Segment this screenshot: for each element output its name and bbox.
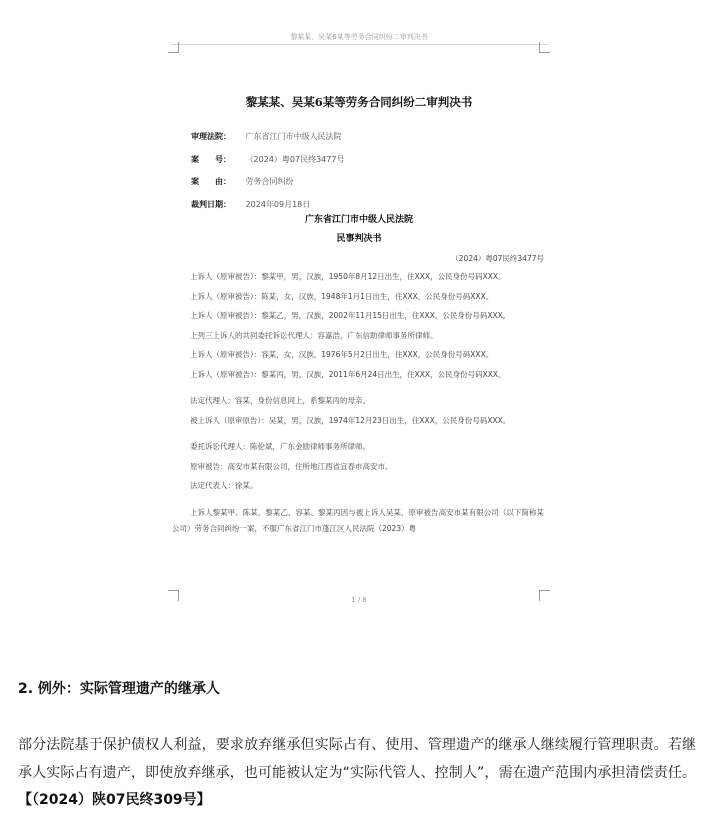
case-summary-paragraph: 上诉人黎某甲、陈某、黎某乙、容某、黎某丙因与被上诉人吴某、原审被告高安市某有限公司（以下简称某公司）劳务合同纠纷一案，不服广东省江门市蓬江区人民法院（2023）粤 [172, 507, 544, 533]
party-paragraph: 上诉人（原审被告）：黎某乙，男，汉族，2002年11月15日出生，住XXX，公民身份号码XXX。 [190, 311, 511, 320]
meta-row-case-number [191, 149, 344, 172]
party-paragraph: 被上诉人（原审原告）：吴某，男，汉族，1974年12月23日出生，住XXX，公民身份号码XXX。 [190, 415, 511, 425]
party-paragraph: 法定代理人：容某，身份信息同上，系黎某丙的母亲。 [190, 396, 370, 405]
party-paragraph: 上诉人（原审被告）：黎某丙，男，汉族，2011年6月24日出生，住XXX，公民身份号码XXX。 [190, 369, 506, 379]
document-body [172, 269, 544, 541]
case-meta [191, 126, 344, 216]
section-heading: 2. 例外：实际管理遗产的继承人 [18, 681, 220, 697]
header-rule [170, 44, 548, 45]
case-number: （2024）粤07民终3477号 [451, 254, 544, 263]
meta-row-cause [191, 171, 344, 194]
meta-label: 审理法院： [191, 132, 231, 141]
party-paragraph: 上列三上诉人的共同委托诉讼代理人：容嘉浩，广东信助律师事务所律师。 [190, 330, 438, 340]
meta-row-court [191, 126, 344, 149]
case-citation: 【（2024）陕07民终309号】 [18, 792, 211, 808]
party-paragraph: 上诉人（原审被告）：容某，女，汉族，1976年5月2日出生，住XXX，公民身份号码XXX。 [190, 350, 494, 359]
party-paragraph: 原审被告：高安市某有限公司，住所地江西省宜春市高安市。 [190, 461, 393, 471]
meta-value: 2024年09月18日 [245, 199, 311, 209]
running-header: 黎某某、吴某6某等劳务合同纠纷二审判决书 [290, 33, 428, 41]
crop-mark-top-right [539, 42, 550, 53]
meta-label: 案 由： [191, 177, 231, 186]
meta-value: 劳务合同纠纷 [245, 177, 294, 186]
party-paragraph: 法定代表人：徐某。 [190, 481, 258, 490]
article-body-text: 部分法院基于保护债权人利益，要求放弃继承但实际占有、使用、管理遗产的继承人继续履行管理职责。若继承人实际占有遗产，即使放弃继承，也可能被认定为“实际代管人、控制人”，需在遗产范围内承担清偿责任。 [18, 737, 696, 781]
party-paragraph: 上诉人（原审被告）：黎某甲，男，汉族，1950年8月12日出生，住XXX，公民身份号码XXX。 [190, 272, 506, 281]
document-page [160, 28, 558, 624]
meta-value: 广东省江门市中级人民法院 [245, 132, 342, 141]
party-paragraph: 委托诉讼代理人：陈伦斌，广东金励律师事务所律师。 [190, 442, 370, 451]
crop-mark-top-left [168, 42, 179, 53]
meta-label: 裁判日期： [191, 199, 231, 209]
meta-value: （2024）粤07民终3477号 [245, 154, 345, 164]
court-name: 广东省江门市中级人民法院 [304, 215, 413, 225]
judgment-type: 民事判决书 [336, 234, 382, 244]
article-paragraph [18, 732, 696, 815]
party-paragraph: 上诉人（原审被告）：陈某，女，汉族，1948年1月1日出生，住XXX，公民身份号码XXX。 [190, 291, 494, 301]
document-title: 黎某某、吴某6某等劳务合同纠纷二审判决书 [245, 95, 473, 109]
page-number: 1 / 8 [351, 596, 367, 604]
meta-label: 案 号： [191, 154, 231, 164]
